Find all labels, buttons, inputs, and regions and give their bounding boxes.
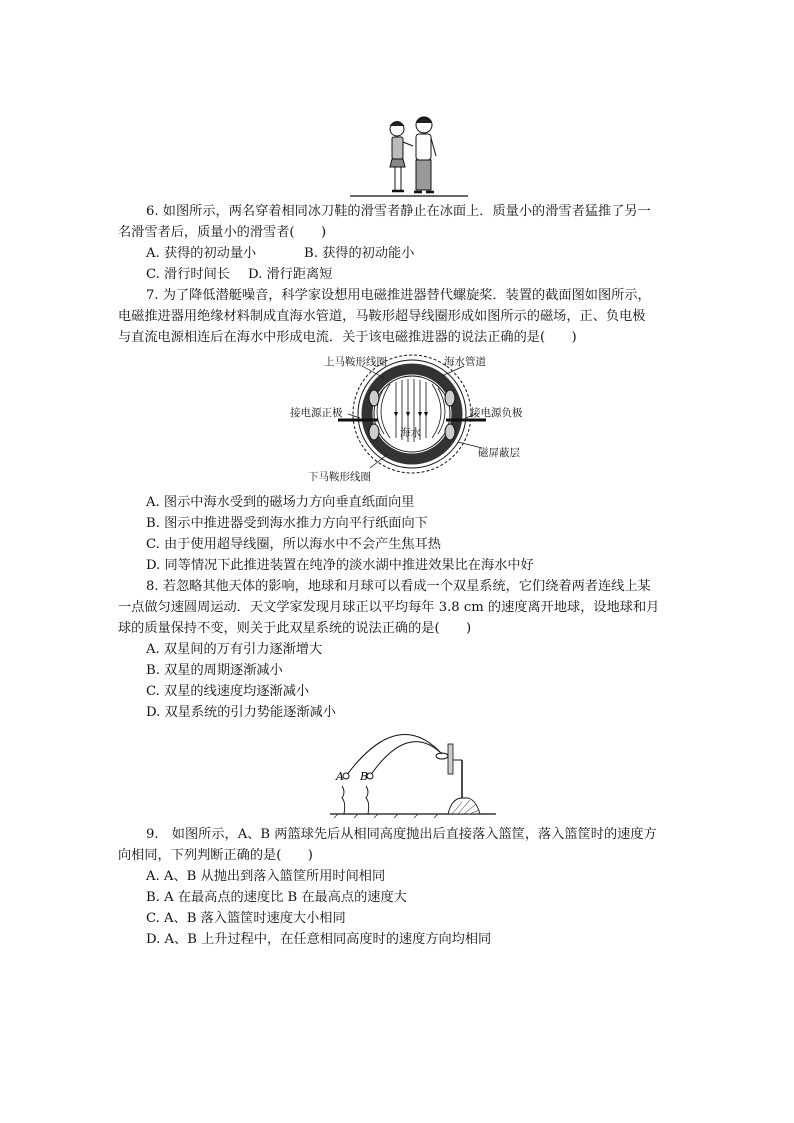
- q6-option-b: B. 获得的初动能小: [304, 246, 415, 261]
- q6-option-c: C. 滑行时间长: [146, 267, 230, 282]
- q6-option-a: A. 获得的初动量小: [146, 246, 257, 261]
- positive-electrode-label: 接电源正极: [290, 407, 343, 419]
- trajectory-b: [370, 742, 442, 776]
- q7-stem-line2: 电磁推进器用绝缘材料制成直海水管道，马鞍形超导线圈形成如图所示的磁场，正、负电极: [118, 309, 646, 324]
- q7-option-a: A. 图示中海水受到的磁场力方向垂直纸面向里: [146, 495, 415, 510]
- q8-stem-line1: 8. 若忽略其他天体的影响，地球和月球可以看成一个双星系统，它们绕着两者连线上某: [146, 579, 651, 594]
- seawater-pipe: [374, 376, 450, 452]
- upper-coil-label: 上马鞍形线圈: [324, 356, 387, 368]
- backboard: [448, 744, 453, 774]
- q9-option-c: C. A、B 落入篮筐时速度大小相同: [146, 911, 346, 926]
- basketball-figure: [328, 726, 498, 818]
- shield-label: 磁屏蔽层: [478, 447, 520, 459]
- q7-stem-line3: 与直流电源相连后在海水中形成电流．关于该电磁推进器的说法正确的是( ): [118, 330, 577, 345]
- q6-stem-line2: 名滑雪者后，质量小的滑雪者( ): [118, 225, 327, 240]
- q8-option-a: A. 双星间的万有引力逐渐增大: [146, 642, 323, 657]
- q9-option-b: B. A 在最高点的速度比 B 在最高点的速度大: [146, 890, 407, 905]
- q7-option-c: C. 由于使用超导线圈，所以海水中不会产生焦耳热: [146, 537, 441, 552]
- q9-stem-line1: 9. 如图所示，A、B 两篮球先后从相同高度抛出后直接落入篮筐，落入篮筐时的速度方: [146, 827, 657, 842]
- negative-electrode-label: 接电源负极: [470, 407, 523, 419]
- q9-stem-line2: 向相同，下列判断正确的是( ): [118, 848, 313, 863]
- pipe-label: 海水管道: [444, 356, 486, 368]
- big-skater: [414, 117, 436, 192]
- q6-option-d: D. 滑行距离短: [248, 267, 333, 282]
- small-skater: [390, 122, 413, 192]
- q8-option-b: B. 双星的周期逐渐减小: [146, 663, 283, 678]
- q9-option-a: A. A、B 从抛出到落入篮筐所用时间相同: [146, 869, 386, 884]
- q8-option-d: D. 双星系统的引力势能逐渐减小: [146, 705, 336, 720]
- q7-option-d: D. 同等情况下此推进装置在纯净的淡水湖中推进效果比在海水中好: [146, 558, 534, 573]
- seawater-label: 海水: [400, 427, 421, 439]
- thruster-figure: [286, 352, 536, 486]
- lower-coil-label: 下马鞍形线圈: [308, 471, 371, 483]
- ball-b-label: B: [360, 770, 369, 783]
- q7-option-b: B. 图示中推进器受到海水推力方向平行纸面向下: [146, 516, 428, 531]
- ball-a-label: A: [336, 770, 344, 783]
- q6-stem-line1: 6. 如图所示，两名穿着相同冰刀鞋的滑雪者静止在冰面上．质量小的滑雪者猛推了另一: [146, 204, 651, 219]
- q8-stem-line2: 一点做匀速圆周运动．天文学家发现月球正以平均每年 3.8 cm 的速度离开地球，设地球和月: [118, 600, 660, 615]
- q8-stem-line3: 球的质量保持不变，则关于此双星系统的说法正确的是( ): [118, 621, 472, 636]
- q8-option-c: C. 双星的线速度均逐渐减小: [146, 684, 310, 699]
- skaters-figure: [350, 112, 470, 200]
- q7-stem-line1: 7. 为了降低潜艇噪音，科学家设想用电磁推进器替代螺旋桨．装置的截面图如图所示，: [146, 288, 651, 303]
- q9-option-d: D. A、B 上升过程中，在任意相同高度时的速度方向均相同: [146, 932, 492, 947]
